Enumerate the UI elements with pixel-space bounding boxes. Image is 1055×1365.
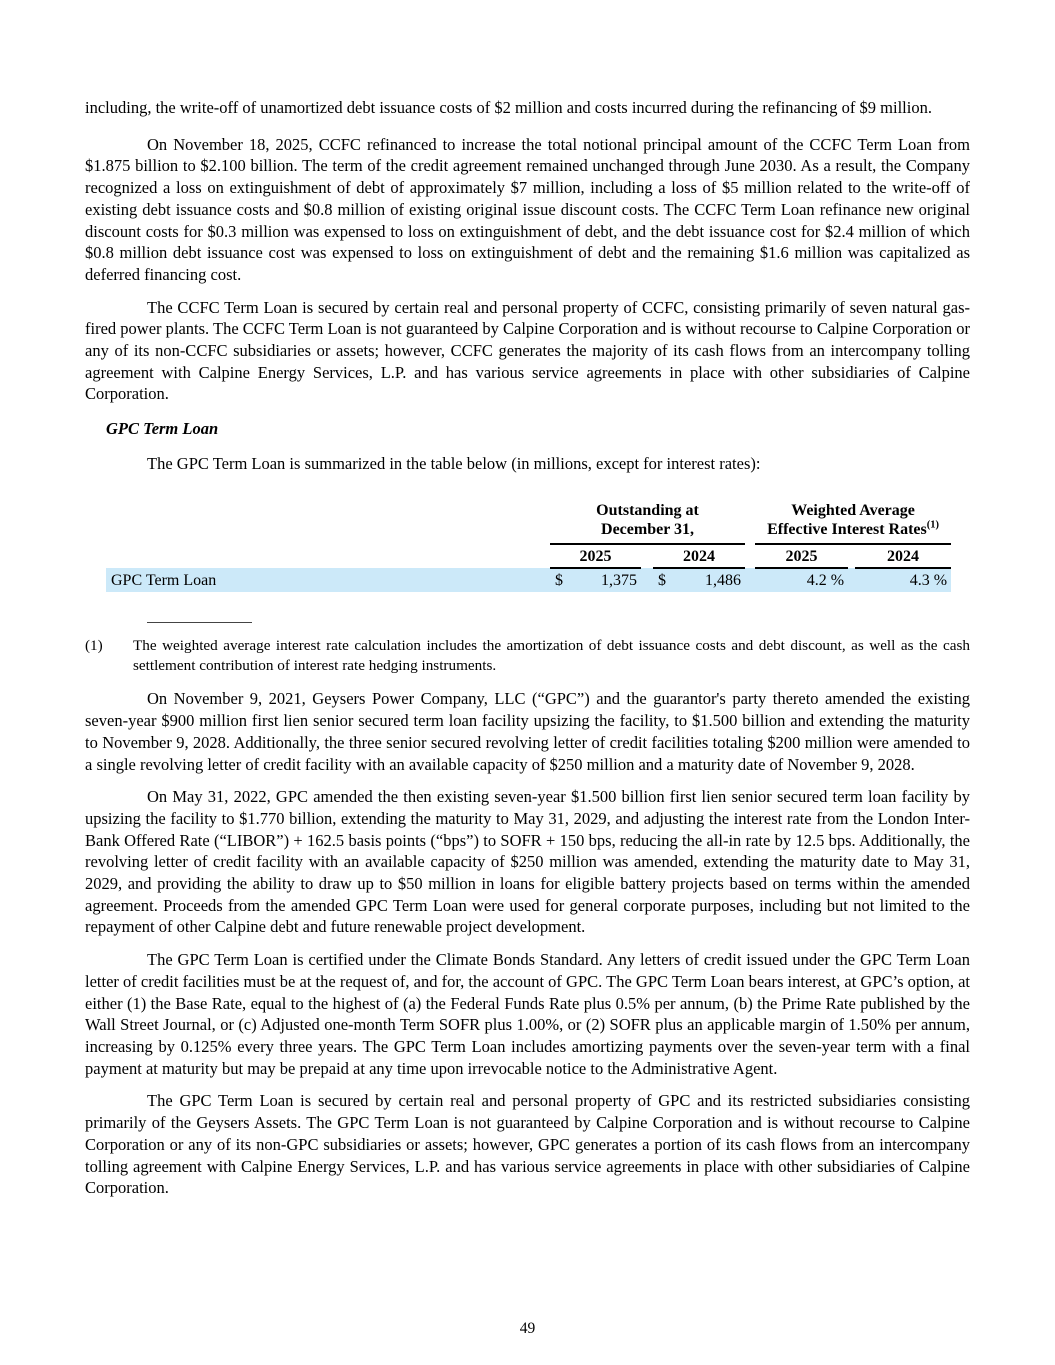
currency-symbol: $	[658, 571, 666, 589]
table-group-header-row	[106, 501, 951, 544]
spacer-cell	[106, 501, 550, 544]
group-header-line: Effective Interest Rates$^{(1)}$	[767, 520, 939, 539]
spacer-cell	[641, 568, 653, 592]
row-label: GPC Term Loan	[111, 571, 217, 589]
gpc-term-loan-table	[106, 501, 951, 592]
table-year-header-row	[106, 544, 951, 568]
paragraph-gpc-security: The GPC Term Loan is secured by certain real and personal property of GPC and its restricted subsidiaries consisting primarily of the Geysers Assets. The GPC Term Loan is not guaranteed by Calpine Corporation and is without recourse to Calpine Corporation or any of its non-GPC subsidiaries or assets; however, GPC generates a portion of its cash flows from an intercompany tolling agreement with Calpine Energy Services, L.P. and has various service agreements in place with other subsidiaries of Calpine Corporation.	[85, 1091, 970, 1198]
group-header-line: Weighted Average	[791, 501, 915, 519]
year-header-outstanding-2025: 2025	[550, 544, 641, 568]
paragraph-gpc-2022-amendment: On May 31, 2022, GPC amended the then existing seven-year $1.500 billion first lien senior secured term loan facility by upsizing the facility to $1.770 billion, extending the maturity to May 31, 2029, and adjusting the interest rate from the London Inter-Bank Offered Rate (“LIBOR”) + 162.5 basis points (“bps”) to SOFR + 150 bps, reducing the all-in rate by 12.5 bps. Additionally, the revolving letter of credit facility with an available capacity of $250 million was amended, extending the maturity date to May 31, 2029, and providing the ability to draw up to $50 million in loans for eligible battery projects based on terms within the amended agreement. Proceeds from the amended GPC Term Loan were used for general corporate purposes, including but not limited to the repayment of other Calpine debt and future renewable project development.	[85, 787, 970, 937]
spacer-cell	[848, 568, 855, 592]
year-header-outstanding-2024: 2024	[653, 544, 745, 568]
table-row-gpc-term-loan	[106, 568, 951, 592]
section-heading-gpc-term-loan: GPC Term Loan	[106, 419, 219, 439]
column-group-outstanding	[550, 501, 745, 544]
spacer-cell	[745, 544, 755, 568]
currency-symbol: $	[555, 571, 563, 589]
rate-2024-value: 4.3 %	[909, 571, 948, 589]
paragraph-table-intro: The GPC Term Loan is summarized in the table below (in millions, except for interest rates):	[147, 454, 761, 474]
paragraph-gpc-interest-terms: The GPC Term Loan is certified under the Climate Bonds Standard. Any letters of credit issued under the GPC Term Loan letter of credit facilities must be at the request of, and for, the account of GPC. The GPC Term Loan bears interest, at GPC’s option, at either (1) the Base Rate, equal to the highest of (a) the Federal Funds Rate plus 0.5% per annum, (b) the Prime Rate published by the Wall Street Journal, or (c) Adjusted one-month Term SOFR plus 1.00%, or (2) SOFR plus an applicable margin of 1.50% per annum, increasing by 0.125% every three years. The GPC Term Loan includes amortizing payments over the seven-year term with a final payment at maturity but may be prepaid at any time upon irrevocable notice to the Administrative Agent.	[85, 950, 970, 1078]
spacer-cell	[848, 544, 855, 568]
footnote-marker: (1)	[85, 636, 103, 654]
spacer-cell	[745, 568, 755, 592]
year-header-rate-2025: 2025	[755, 544, 848, 568]
footnote-separator	[147, 622, 252, 623]
footnote-text: The weighted average interest rate calculation includes the amortization of debt issuance costs and debt discount, as well as the cash settlement contribution of interest rate hedging instruments.	[133, 636, 970, 675]
column-group-interest-rates	[755, 501, 951, 544]
spacer-cell	[106, 544, 550, 568]
footnote-reference: (1)	[926, 520, 939, 532]
paragraph-ccfc-refinance: On November 18, 2025, CCFC refinanced to increase the total notional principal amount of the CCFC Term Loan from $1.875 billion to $2.100 billion. The term of the credit agreement remained unchanged through June 2030. As a result, the Company recognized a loss on extinguishment of debt of approximately $7 million, including a loss of $5 million related to the write-off of existing debt issuance costs and $0.8 million of existing original issue discount costs. The CCFC Term Loan refinance new original discount costs for $0.3 million was expensed to loss on extinguishment of debt, and the debt issuance cost for $2.4 million of which $0.8 million debt issuance cost was expensed to loss on extinguishment of debt and the remaining $1.6 million was capitalized as deferred financing cost.	[85, 134, 970, 284]
paragraph-ccfc-security: The CCFC Term Loan is secured by certain real and personal property of CCFC, consisting primarily of seven natural gas-fired power plants. The CCFC Term Loan is not guaranteed by Calpine Corporation and is without recourse to Calpine Corporation or any of its non-CCFC subsidiaries or assets; however, CCFC generates the majority of its cash flows from an intercompany tolling agreement with Calpine Energy Services, L.P. and has various service agreements in place with other subsidiaries of Calpine Corporation.	[85, 297, 970, 404]
spacer-cell	[745, 501, 755, 544]
page-number: 49	[519, 1320, 536, 1337]
outstanding-2024-value: 1,486	[705, 571, 742, 589]
spacer-cell	[641, 544, 653, 568]
rate-2025-value: 4.2 %	[806, 571, 845, 589]
footnote-1	[85, 636, 970, 677]
paragraph-continuation: including, the write-off of unamortized debt issuance costs of $2 million and costs incurred during the refinancing of $9 million.	[85, 98, 932, 117]
outstanding-2025-value: 1,375	[601, 571, 637, 589]
group-header-line: December 31,	[601, 521, 695, 539]
paragraph-gpc-2021-amendment: On November 9, 2021, Geysers Power Company, LLC (“GPC”) and the guarantor's party thereto amended the existing seven-year $900 million first lien senior secured term loan facility upsizing the facility, to $1.500 billion and extending the maturity to November 9, 2028. Additionally, the three senior secured revolving letter of credit facilities totaling $200 million were amended to a single revolving letter of credit facility with an available capacity of $250 million and a maturity date of November 9, 2028.	[85, 689, 970, 774]
group-header-line: Outstanding at	[596, 501, 699, 519]
year-header-rate-2024: 2024	[855, 544, 951, 568]
